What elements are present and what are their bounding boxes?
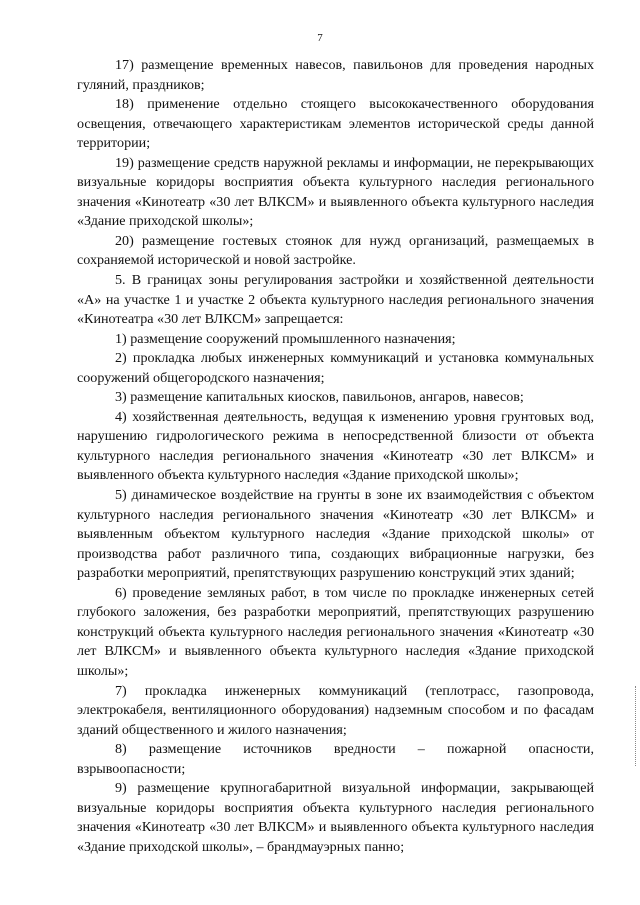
prohibition-item-3: 3) размещение капитальных киосков, павильонов, ангаров, навесов; bbox=[115, 389, 524, 406]
list-item-17: 17) размещение временных навесов, павильонов для проведения народных гуляний, праздников; bbox=[77, 57, 594, 93]
list-item-18: 18) применение отдельно стоящего высококачественного оборудования освещения, отвечающего характеристикам элементов исторической среды данной территории; bbox=[77, 96, 594, 152]
document-body bbox=[77, 56, 594, 857]
section-5-heading: 5. В границах зоны регулирования застройки и хозяйственной деятельности «А» на участке 1 и участке 2 объекта культурного наследия регионального значения «Кинотеатра «30 лет ВЛКСМ» запрещается: bbox=[77, 272, 594, 328]
list-item-19: 19) размещение средств наружной рекламы и информации, не перекрывающих визуальные коридоры восприятия объекта культурного наследия регионального значения «Кинотеатр «30 лет ВЛКСМ» и выявленного объекта культурного наследия «Здание приходской школы»; bbox=[77, 154, 594, 230]
page-number: 7 bbox=[317, 32, 323, 44]
scan-margin-mark bbox=[635, 686, 637, 766]
prohibition-item-2: 2) прокладка любых инженерных коммуникаций и установка коммунальных сооружений общегородского назначения; bbox=[77, 350, 594, 386]
prohibition-item-5: 5) динамическое воздействие на грунты в зоне их взаимодействия с объектом культурного наследия регионального значения «Кинотеатр «30 лет ВЛКСМ» и выявленным объектом культурного наследия «Здание приходской школы» от производства работ различного типа, создающих вибрационные нагрузки, без разработки мероприятий, препятствующих разрушению конструкций этих зданий; bbox=[77, 487, 594, 582]
prohibition-item-1: 1) размещение сооружений промышленного назначения; bbox=[115, 330, 456, 347]
prohibition-item-7: 7) прокладка инженерных коммуникаций (теплотрасс, газопровода, электрокабеля, вентиляционного оборудования) надземным способом и по фасадам зданий общественного и жилого назначения; bbox=[77, 682, 594, 738]
prohibition-item-4: 4) хозяйственная деятельность, ведущая к изменению уровня грунтовых вод, нарушению гидрологического режима в непосредственной близости от объекта культурного наследия регионального значения «Кинотеатр «30 лет ВЛКСМ» и выявленного объекта культурного наследия «Здание приходской школы»; bbox=[77, 408, 594, 484]
prohibition-item-8: 8) размещение источников вредности – пожарной опасности, взрывоопасности; bbox=[77, 741, 594, 777]
prohibition-item-6: 6) проведение земляных работ, в том числе по прокладке инженерных сетей глубокого заложения, без разработки мероприятий, препятствующих разрушению конструкций объекта культурного наследия регионального значения «Кинотеатр «30 лет ВЛКСМ» и выявленного объекта культурного наследия «Здание приходской школы»; bbox=[77, 584, 594, 679]
prohibition-item-9: 9) размещение крупногабаритной визуальной информации, закрывающей визуальные коридоры восприятия объекта культурного наследия регионального значения «Кинотеатр «30 лет ВЛКСМ» и выявленного объекта культурного наследия «Здание приходской школы», – брандмауэрных панно; bbox=[77, 780, 594, 855]
list-item-20: 20) размещение гостевых стоянок для нужд организаций, размещаемых в сохраняемой исторической и новой застройке. bbox=[77, 232, 594, 269]
